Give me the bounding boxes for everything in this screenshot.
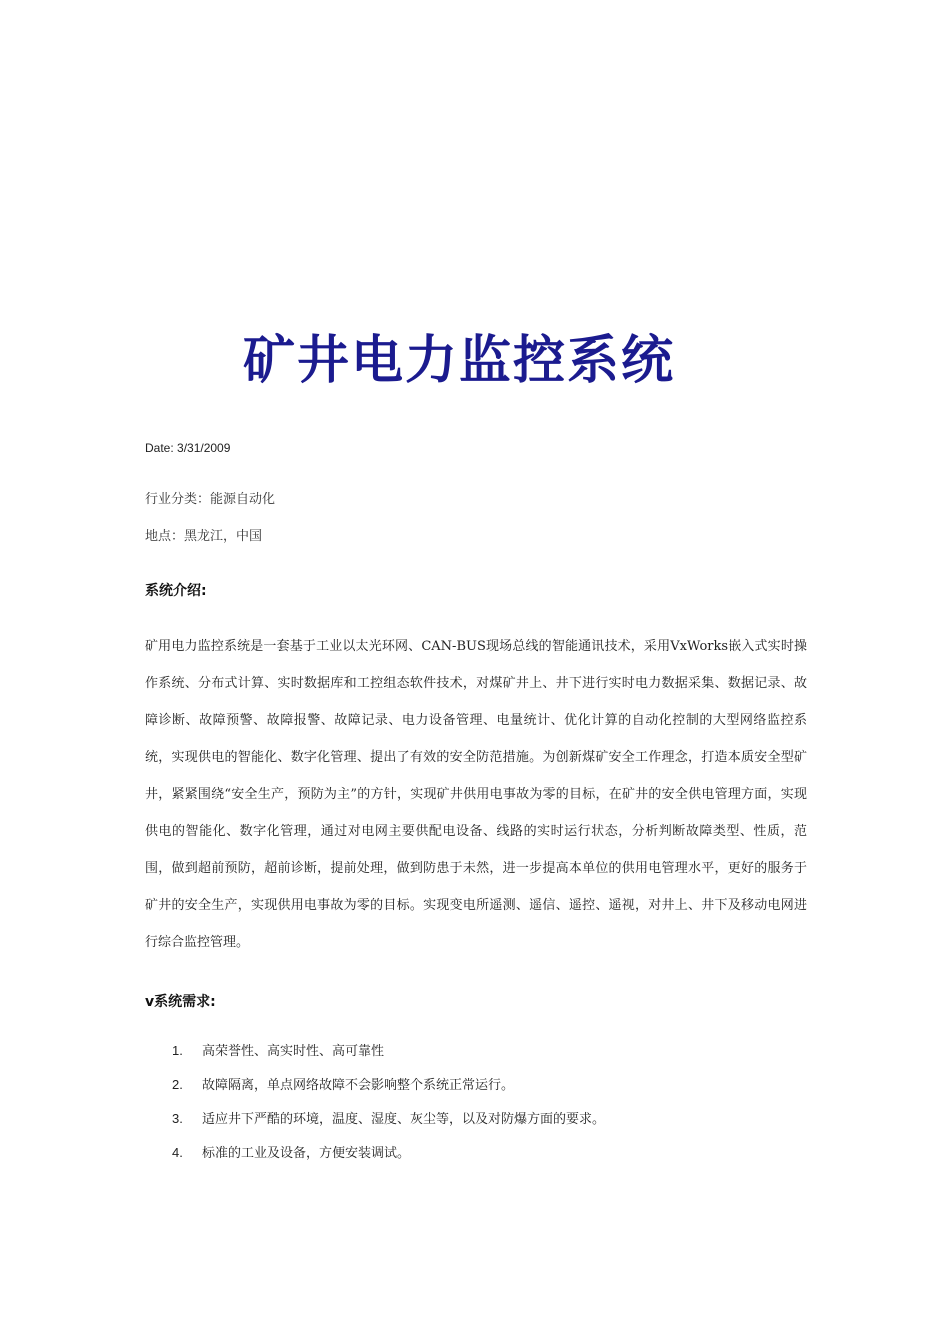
document-title: 矿井电力监控系统 (242, 331, 675, 391)
list-item-text: 故障隔离，单点网络故障不会影响整个系统正常运行。 (202, 1078, 515, 1093)
list-item-text: 适应井下严酷的环境，温度、湿度、灰尘等，以及对防爆方面的要求。 (202, 1112, 606, 1127)
intro-heading: 系统介绍: (145, 583, 207, 599)
list-item-text: 标准的工业及设备，方便安装调试。 (202, 1146, 411, 1161)
date-line: Date: 3/31/2009 (145, 441, 231, 455)
list-item (172, 1074, 605, 1108)
list-item-number: 4. (172, 1145, 183, 1160)
list-item-text: 高荣誉性、高实时性、高可靠性 (202, 1044, 385, 1059)
intro-paragraph: 矿用电力监控系统是一套基于工业以太光环网、CAN-BUS现场总线的智能通讯技术，采用VxWorks嵌入式实时操作系统、分布式计算、实时数据库和工控组态软件技术，对煤矿井上、井下进行实时电力数据采集、数据记录、故障诊断、故障预警、故障报警、故障记录、电力设备管理、电量统计、优化计算的自动化控制的大型网络监控系统，实现供电的智能化、数字化管理、提出了有效的安全防范措施。为创新煤矿安全工作理念，打造本质安全型矿井，紧紧围绕“安全生产，预防为主”的方针，实现矿井供用电事故为零的目标，在矿井的安全供电管理方面，实现供电的智能化、数字化管理，通过对电网主要供配电设备、线路的实时运行状态，分析判断故障类型、性质，范围，做到超前预防，超前诊断，提前处理，做到防患于未然，进一步提高本单位的供用电管理水平，更好的服务于矿井的安全生产，实现供用电事故为零的目标。实现变电所遥测、遥信、遥控、遥视，对井上、井下及移动电网进行综合监控管理。 (145, 639, 807, 950)
list-item (172, 1040, 605, 1074)
location-line: 地点：黑龙江，中国 (145, 529, 263, 544)
list-item-number: 2. (172, 1077, 183, 1092)
industry-line: 行业分类：能源自动化 (145, 492, 276, 507)
requirements-list (172, 1040, 605, 1176)
list-item-number: 3. (172, 1111, 183, 1126)
list-item (172, 1108, 605, 1142)
requirements-heading: v系统需求: (145, 994, 216, 1010)
list-item-number: 1. (172, 1043, 183, 1058)
list-item (172, 1142, 605, 1176)
